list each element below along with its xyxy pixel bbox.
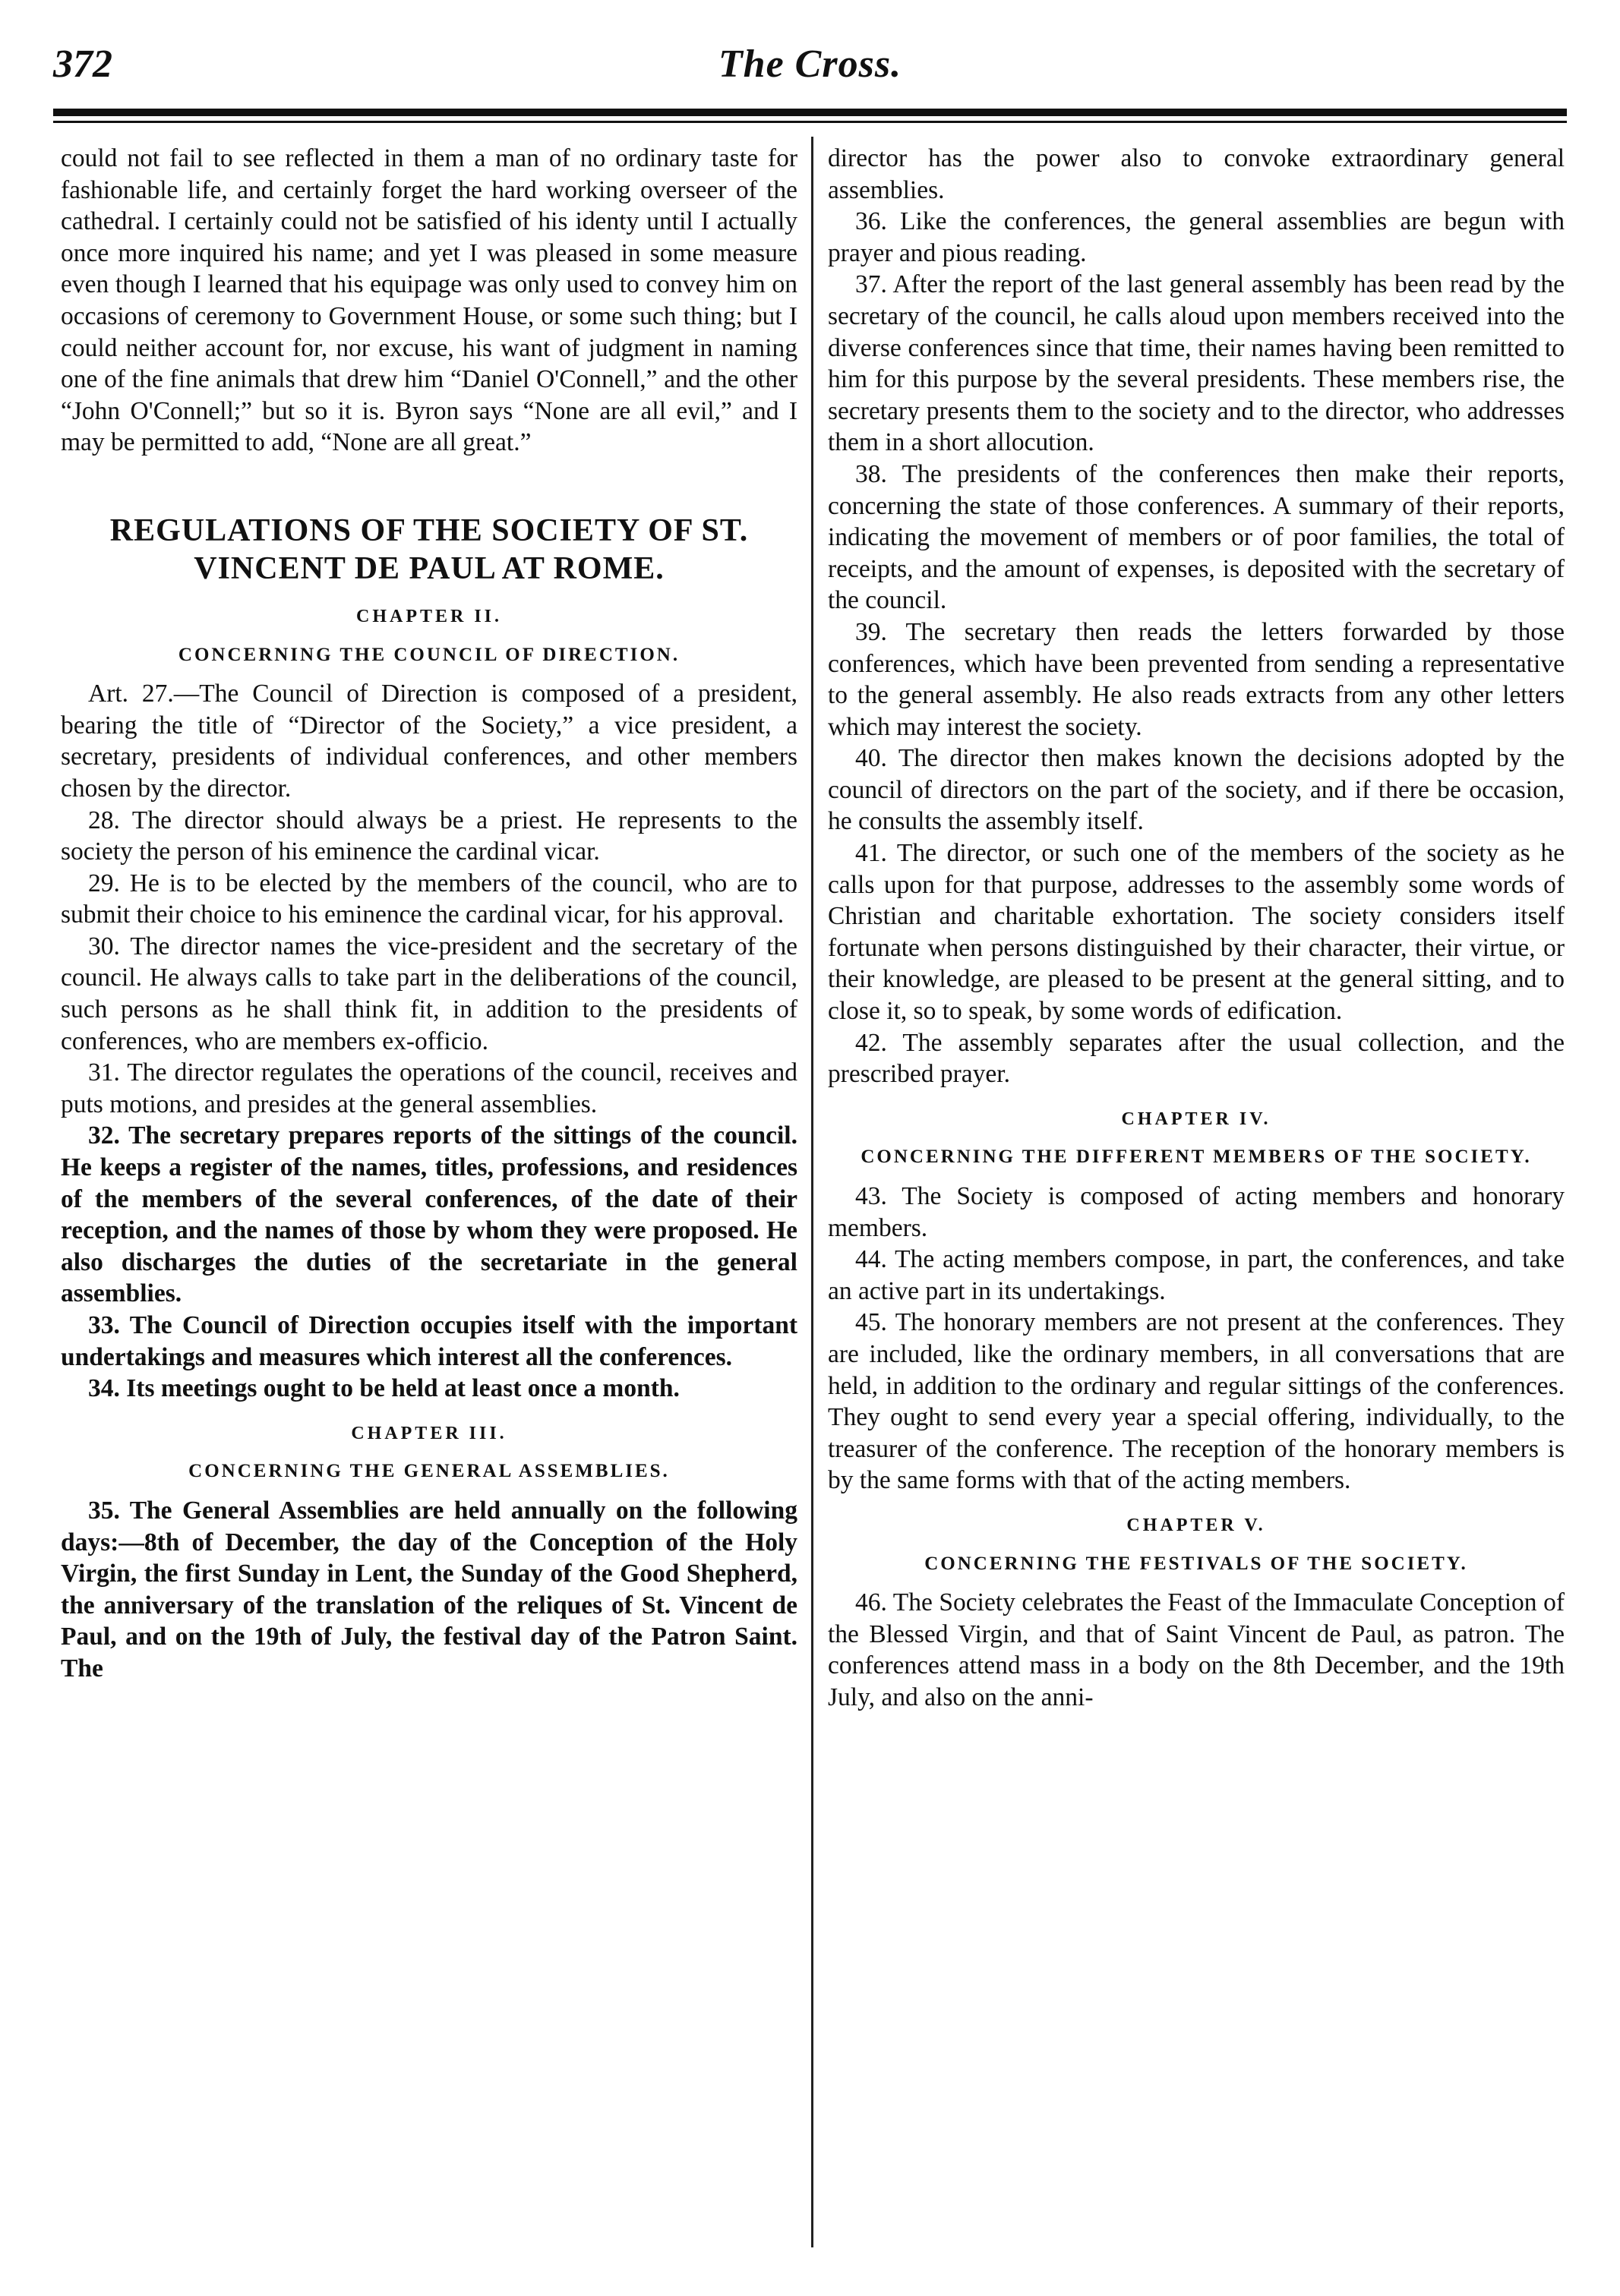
article-46: 46. The Society celebrates the Feast of the Immaculate Conception of the Blessed Virgin, and that of Saint Vincent de Paul, as patron. The conferences attend mass in a body on the 8th December, and the 19th July, and also on the anni- — [828, 1588, 1565, 1711]
intro-paragraph: could not fail to see reflected in them a man of no ordinary taste for fashionable life, and certainly forget the hard working overseer of the cathedral. I certainly could not be satisfied of his identy until I actually once more inquired his name; and yet I was pleased in some measure even though I learned that his equipage was only used to convey him on occasions of ceremony to Government House, or some such thing; but I could neither account for, nor excuse, his want of judgment in naming one of the fine animals that drew him “Daniel O'Connell,” and the other “John O'Connell;” but so it is. Byron says “None are all evil,” and I may be permitted to add, “None are all great.” — [61, 144, 797, 457]
article-41: 41. The director, or such one of the members of the society as he calls upon for that purpose, addresses to the assembly some words of Christian and charitable exhortation. The society considers itself fortunate when persons distinguished by their character, their virtue, or their knowledge, are pleased to be present at the general sitting, and to close it, so to speak, by some words of edification. — [828, 839, 1565, 1026]
page-number: 372 — [53, 43, 112, 86]
article-39: 39. The secretary then reads the letters forwarded by those conferences, which have been prevented from sending a representative to the general assembly. He also reads extracts from any other letters which may interest the society. — [828, 617, 1565, 741]
article-43: 43. The Society is composed of acting members and honorary members. — [828, 1182, 1565, 1242]
chapter-2-subtitle: CONCERNING THE COUNCIL OF DIRECTION. — [178, 644, 681, 665]
right-column — [828, 143, 1565, 1714]
chapter-2-heading: CHAPTER II. — [355, 606, 503, 626]
chapter-5-heading: CHAPTER V. — [1126, 1515, 1266, 1535]
article-38: 38. The presidents of the conferences then make their reports, concerning the state of those conferences. A summary of their reports, indicating the movement of members or of poor families, the total of receipts, and the amount of expenses, is deposited with the secretary of the council. — [828, 459, 1565, 615]
article-27: Art. 27.—The Council of Direction is composed of a president, bearing the title of “Director of the Society,” a vice president, a secretary, presidents of individual conferences, and other members chosen by the director. — [61, 680, 797, 803]
article-35-continuation: director has the power also to convoke extraordinary general assemblies. — [828, 144, 1565, 204]
header-rule-thick — [53, 109, 1567, 116]
chapter-3-subtitle: CONCERNING THE GENERAL ASSEMBLIES. — [188, 1461, 670, 1482]
chapter-4-heading: CHAPTER IV. — [1121, 1109, 1271, 1129]
header-rule-thin — [53, 121, 1567, 123]
article-44: 44. The acting members compose, in part, the conferences, and take an active part in its undertakings. — [828, 1245, 1565, 1305]
article-34: 34. Its meetings ought to be held at least once a month. — [88, 1374, 680, 1403]
chapter-3-heading: CHAPTER III. — [351, 1423, 507, 1443]
article-42: 42. The assembly separates after the usual collection, and the prescribed prayer. — [828, 1028, 1565, 1089]
article-40: 40. The director then makes known the decisions adopted by the council of directors on the part of the society, and if there be occasion, he consults the assembly itself. — [828, 744, 1565, 836]
article-33: 33. The Council of Direction occupies itself with the important undertakings and measures which interest all the conferences. — [61, 1311, 797, 1371]
article-45: 45. The honorary members are not present at the conferences. They are included, like the ordinary members, in all conversations that are held, in addition to the ordinary and regular sittings of the conferences. They ought to send every year a special offering, individually, to the treasurer of the conference. The reception of the honorary members is by the same forms with that of the acting members. — [828, 1308, 1565, 1495]
chapter-5-subtitle: CONCERNING THE FESTIVALS OF THE SOCIETY. — [924, 1553, 1468, 1574]
article-title: REGULATIONS OF THE SOCIETY OF ST. VINCENT DE PAUL AT ROME. — [109, 512, 749, 586]
article-28: 28. The director should always be a priest. He represents to the society the person of his eminence the cardinal vicar. — [61, 806, 797, 866]
page-header — [53, 42, 1567, 110]
running-head: The Cross. — [718, 43, 902, 86]
article-32: 32. The secretary prepares reports of the sittings of the council. He keeps a register of the names, titles, professions, and residences of the members of the several conferences, of the date of their reception, and the names of those by whom they were proposed. He also discharges the duties of the secretariate in the general assemblies. — [61, 1121, 797, 1308]
column-divider — [811, 137, 813, 2247]
article-31: 31. The director regulates the operations of the council, receives and puts motions, and presides at the general assemblies. — [61, 1058, 797, 1118]
article-37: 37. After the report of the last general assembly has been read by the secretary of the council, he calls aloud upon members received into the diverse conferences since that time, their names having been remitted to him for this purpose by the several presidents. These members rise, the secretary presents them to the society and to the director, who addresses them in a short allocution. — [828, 270, 1565, 457]
article-29: 29. He is to be elected by the members of the council, who are to submit their choice to his eminence the cardinal vicar, for his approval. — [61, 869, 797, 929]
article-30: 30. The director names the vice-president and the secretary of the council. He always calls to take part in the deliberations of the council, such persons as he shall think fit, in addition to the presidents of conferences, who are members ex-officio. — [61, 932, 797, 1055]
article-36: 36. Like the conferences, the general assemblies are begun with prayer and pious reading. — [828, 207, 1565, 267]
article-35: 35. The General Assemblies are held annually on the following days:—8th of December, the day of the Conception of the Holy Virgin, the first Sunday in Lent, the Sunday of the Good Shepherd, the anniversary of the translation of the reliques of St. Vincent de Paul, and on the 19th of July, the festival day of the Patron Saint. The — [61, 1496, 797, 1683]
chapter-4-subtitle: CONCERNING THE DIFFERENT MEMBERS OF THE SOCIETY. — [861, 1146, 1532, 1168]
left-column — [61, 143, 797, 1685]
